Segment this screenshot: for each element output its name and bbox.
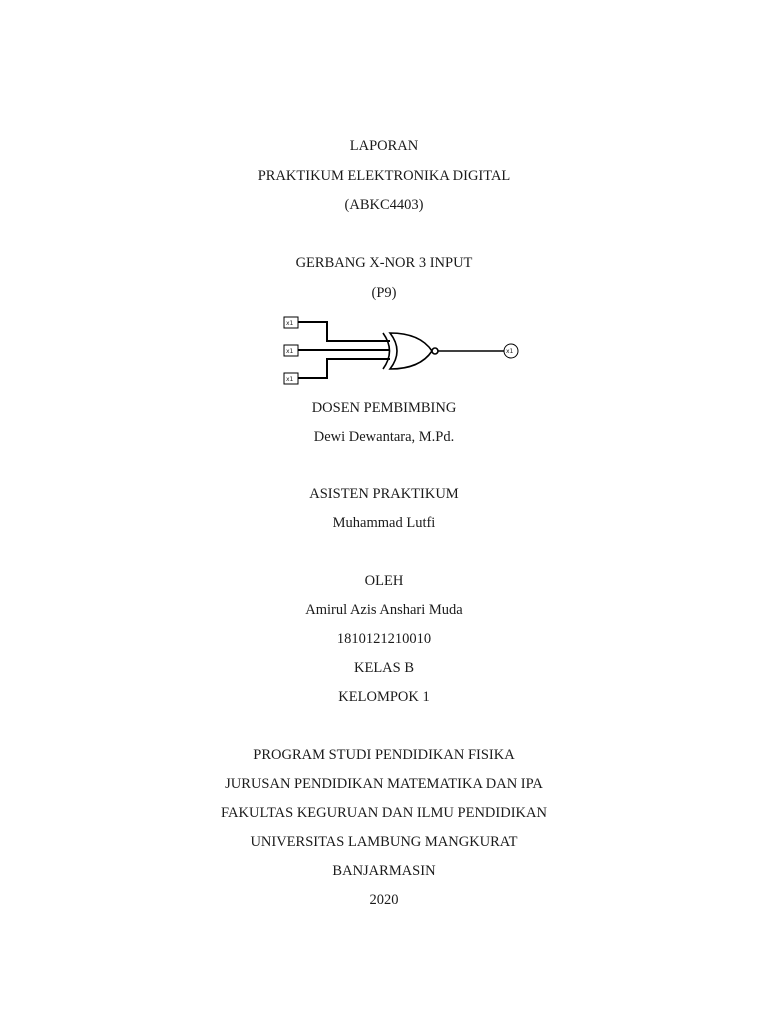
topic-title: GERBANG X-NOR 3 INPUT — [295, 255, 473, 271]
lecturer-heading: DOSEN PEMBIMBING — [311, 400, 457, 416]
input-switch-1 — [284, 317, 298, 328]
topic-code: (P9) — [371, 285, 397, 301]
faculty: FAKULTAS KEGURUAN DAN ILMU PENDIDIKAN — [221, 805, 547, 821]
class-label: KELAS B — [353, 660, 415, 676]
author-heading: OLEH — [364, 573, 404, 589]
course-code: (ABKC4403) — [344, 197, 424, 213]
course-name: PRAKTIKUM ELEKTRONIKA DIGITAL — [257, 168, 511, 184]
input-label-3: x1 — [286, 376, 294, 383]
input-wires — [298, 322, 390, 378]
input-label-1: x1 — [286, 320, 294, 327]
assistant-name: Muhammad Lutfi — [332, 515, 436, 531]
university: UNIVERSITAS LAMBUNG MANGKURAT — [250, 834, 518, 850]
study-program: PROGRAM STUDI PENDIDIKAN FISIKA — [253, 747, 515, 763]
output-probe — [504, 344, 518, 358]
author-name: Amirul Azis Anshari Muda — [305, 602, 463, 618]
input-switch-2 — [284, 345, 298, 356]
xnor-gate-icon — [383, 333, 438, 369]
output-label: x1 — [506, 348, 514, 355]
department: JURUSAN PENDIDIKAN MATEMATIKA DAN IPA — [225, 776, 543, 792]
student-id: 1810121210010 — [336, 631, 432, 647]
group-label: KELOMPOK 1 — [338, 689, 430, 705]
input-label-2: x1 — [286, 348, 294, 355]
report-title: LAPORAN — [349, 138, 419, 154]
city: BANJARMASIN — [332, 863, 436, 879]
assistant-heading: ASISTEN PRAKTIKUM — [309, 486, 459, 502]
year: 2020 — [369, 892, 399, 908]
xnor-circuit-diagram — [280, 312, 520, 392]
lecturer-name: Dewi Dewantara, M.Pd. — [313, 429, 455, 445]
input-switch-3 — [284, 373, 298, 384]
